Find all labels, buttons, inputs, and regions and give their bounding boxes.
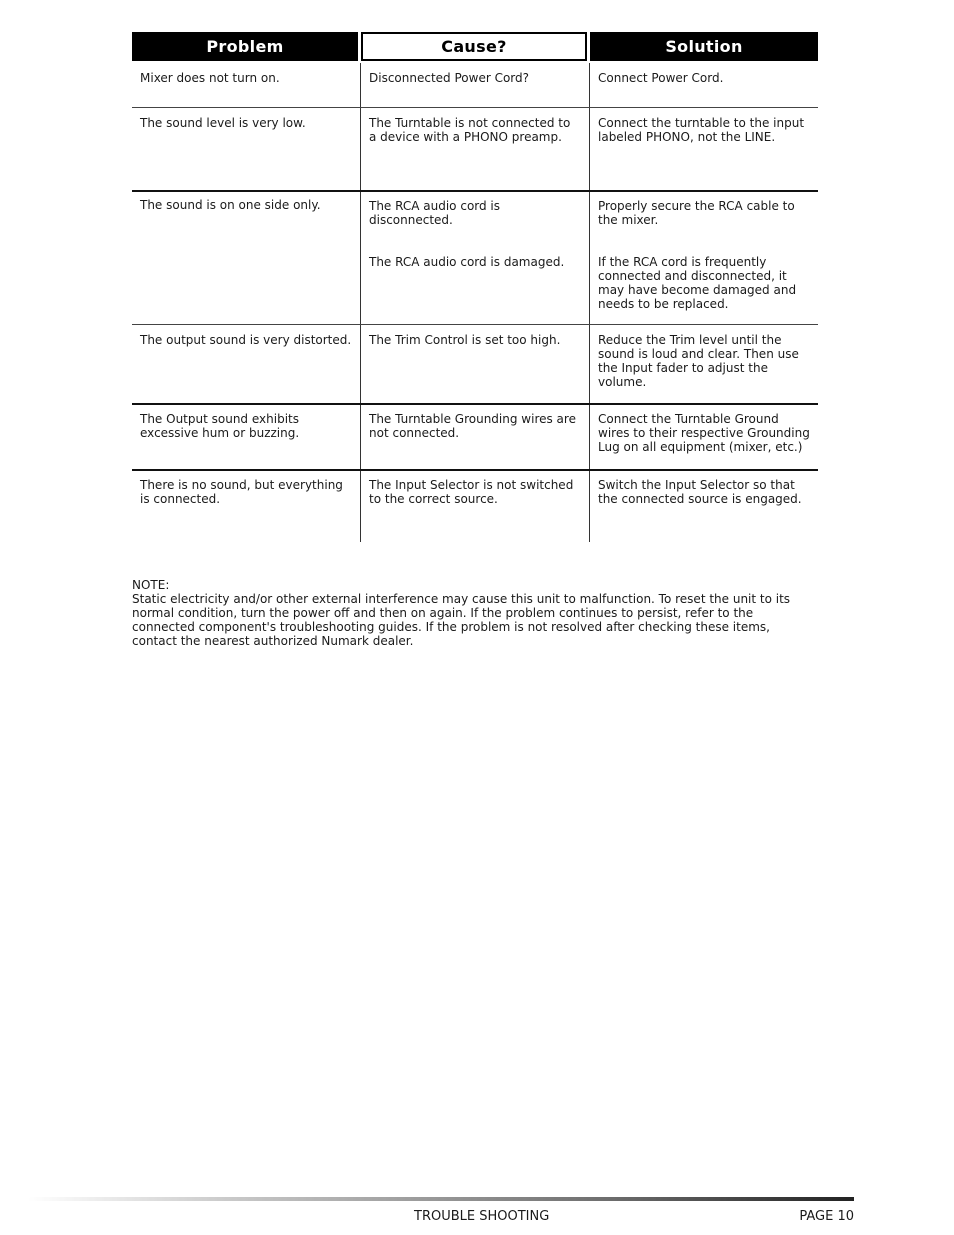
table-body xyxy=(132,63,818,542)
problem-text: There is no sound, but everything is connected. xyxy=(140,478,343,506)
note-section xyxy=(132,578,818,648)
table-row xyxy=(132,63,818,108)
solution-text: Connect Power Cord. xyxy=(598,71,724,85)
solution-text: If the RCA cord is frequently connected and disconnected, it may have become damaged and needs to be replaced. xyxy=(598,255,797,311)
cause-cell xyxy=(360,405,589,469)
solution-text: Properly secure the RCA cable to the mixer. xyxy=(598,199,795,227)
solution-cell xyxy=(589,405,818,469)
solution-text: Connect the turntable to the input labeled PHONO, not the LINE. xyxy=(598,116,805,144)
problem-text: Mixer does not turn on. xyxy=(140,71,280,85)
cause-text: The Turntable is not connected to a device with a PHONO preamp. xyxy=(369,116,571,144)
cause-text: The Input Selector is not switched to the correct source. xyxy=(369,478,574,506)
footer-divider xyxy=(28,1197,854,1201)
table-row xyxy=(132,471,818,542)
problem-text: The sound is on one side only. xyxy=(140,198,321,212)
problem-cell xyxy=(132,108,360,190)
solution-cell xyxy=(589,63,818,107)
cause-cell xyxy=(360,192,589,324)
solution-cell xyxy=(589,192,818,324)
footer-section-title: TROUBLE SHOOTING xyxy=(414,1209,550,1224)
solution-text: Switch the Input Selector so that the connected source is engaged. xyxy=(598,478,802,506)
cause-cell xyxy=(360,325,589,403)
cause-text: The Turntable Grounding wires are not connected. xyxy=(369,412,576,440)
problem-cell xyxy=(132,325,360,403)
troubleshooting-table xyxy=(132,32,818,542)
problem-cell xyxy=(132,192,360,324)
table-row xyxy=(132,405,818,471)
problem-text: The output sound is very distorted. xyxy=(140,333,352,347)
table-row xyxy=(132,192,818,325)
solution-text: Connect the Turntable Ground wires to their respective Grounding Lug on all equipment (mixer, etc.) xyxy=(598,412,810,454)
problem-cell xyxy=(132,471,360,542)
solution-cell xyxy=(589,325,818,403)
problem-text: The sound level is very low. xyxy=(140,116,306,130)
table-header xyxy=(132,32,818,61)
header-solution: Solution xyxy=(590,32,818,61)
cause-cell xyxy=(360,108,589,190)
solution-text: Reduce the Trim level until the sound is loud and clear. Then use the Input fader to adjust the volume. xyxy=(598,333,799,389)
header-problem: Problem xyxy=(132,32,358,61)
problem-cell xyxy=(132,63,360,107)
note-text: Static electricity and/or other external interference may cause this unit to malfunction. To reset the unit to its normal condition, turn the power off and then on again. If the problem continues to persist, refer to the connected component's troubleshooting guides. If the problem is not resolved after checking these items, contact the nearest authorized Numark dealer. xyxy=(132,592,791,648)
cause-cell xyxy=(360,471,589,542)
footer-page-number: PAGE 10 xyxy=(799,1209,854,1224)
solution-cell xyxy=(589,471,818,542)
header-cause: Cause? xyxy=(361,32,587,61)
note-label: NOTE: xyxy=(132,578,170,592)
cause-text: The RCA audio cord is disconnected. xyxy=(369,199,501,227)
problem-cell xyxy=(132,405,360,469)
cause-text: Disconnected Power Cord? xyxy=(369,71,530,85)
table-row xyxy=(132,325,818,405)
cause-text: The RCA audio cord is damaged. xyxy=(369,255,565,269)
cause-cell xyxy=(360,63,589,107)
table-row xyxy=(132,108,818,192)
problem-text: The Output sound exhibits excessive hum or buzzing. xyxy=(140,412,300,440)
solution-cell xyxy=(589,108,818,190)
cause-text: The Trim Control is set too high. xyxy=(369,333,561,347)
